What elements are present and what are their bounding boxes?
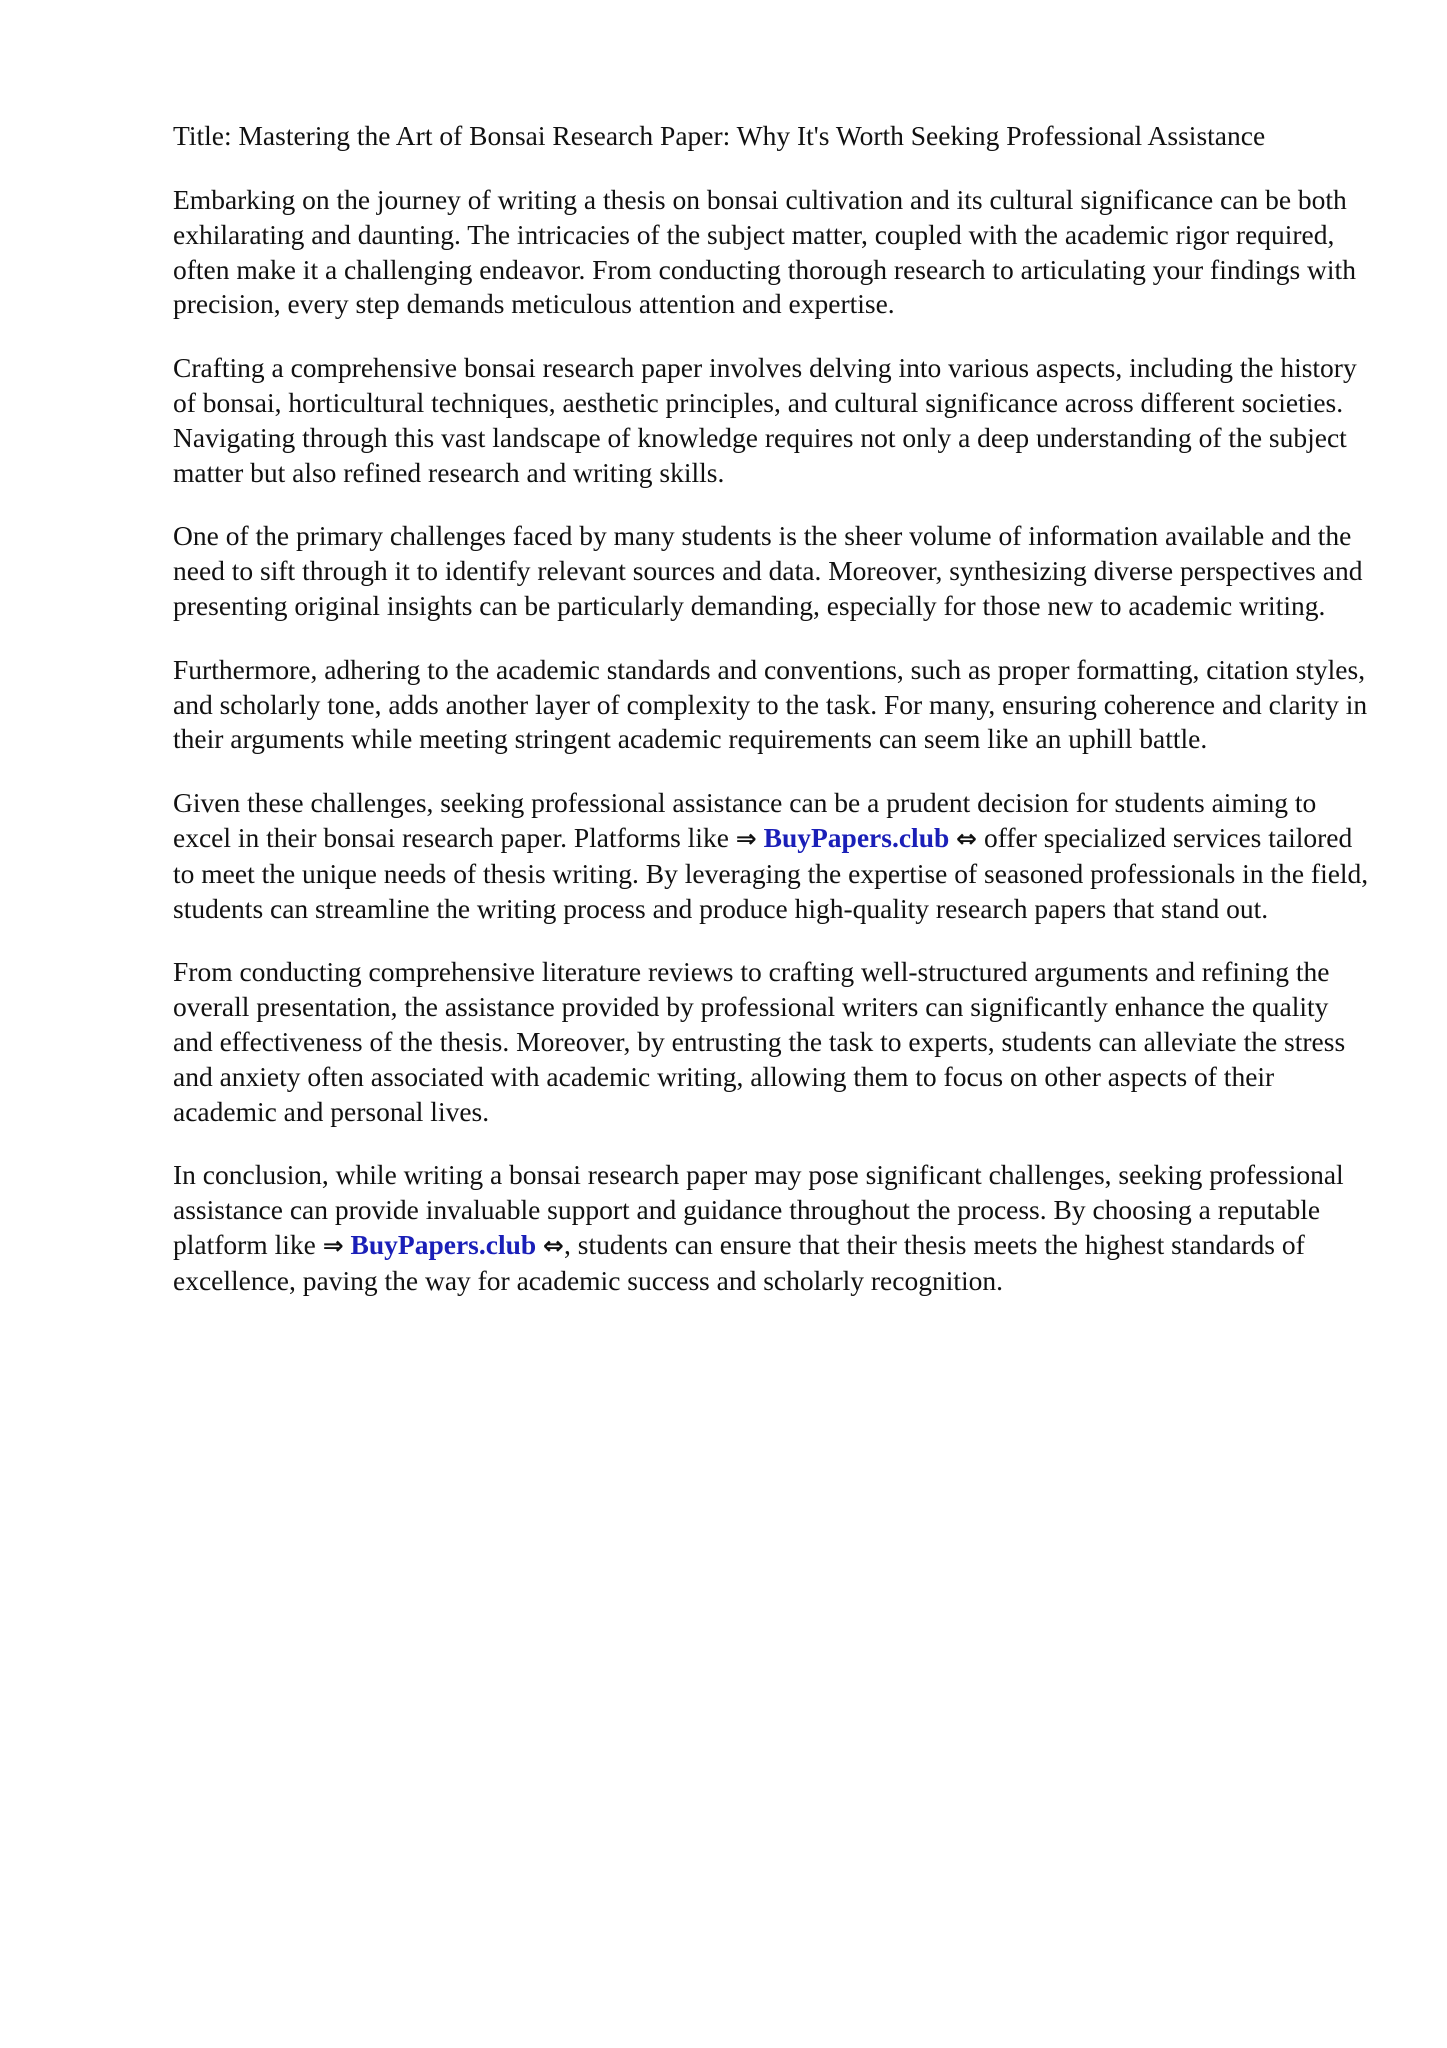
- double-arrow-icon: ⇔: [543, 1230, 564, 1260]
- buypapers-link[interactable]: BuyPapers.club: [763, 821, 950, 853]
- document-title: Title: Mastering the Art of Bonsai Research Paper: Why It's Worth Seeking Professional Assistance: [173, 120, 1266, 151]
- paragraph-conclusion-text-before: In conclusion, while writing a bonsai research paper may pose significant challenges, seeking professional assistance can provide invaluable support and guidance throughout the process. By choosing a reputable platform like: [173, 1159, 1344, 1260]
- paragraph-standards: Furthermore, adhering to the academic standards and conventions, such as proper formatting, citation styles, and scholarly tone, adds another layer of complexity to the task. For many, ensuring coherence and clarity in their arguments while meeting stringent academic requirements can seem like an uphill battle.: [173, 653, 1368, 755]
- paragraph-assistance-text-after: offer specialized services tailored to meet the unique needs of thesis writing. By leveraging the expertise of seasoned professionals in the field, students can streamline the writing process and produce high-quality research papers that stand out.: [173, 821, 1369, 924]
- paragraph-challenges: One of the primary challenges faced by many students is the sheer volume of information available and the need to sift through it to identify relevant sources and data. Moreover, synthesizing diverse perspectives and presenting original insights can be particularly demanding, especially for those new to academic writing.: [173, 520, 1363, 621]
- paragraph-conclusion-text-after: , students can ensure that their thesis meets the highest standards of excellence, paving the way for academic success and scholarly recognition.: [173, 1228, 1305, 1296]
- double-arrow-icon: ⇔: [956, 823, 978, 853]
- right-arrow-icon: ⇒: [735, 823, 757, 853]
- paragraph-crafting: Crafting a comprehensive bonsai research paper involves delving into various aspects, including the history of bonsai, horticultural techniques, aesthetic principles, and cultural significance across different societies. Navigating through this vast landscape of knowledge requires not only a deep understanding of the subject matter but also refined research and writing skills.: [173, 352, 1357, 488]
- paragraph-conclusion: [173, 1158, 1373, 1298]
- buypapers-link-conclusion[interactable]: BuyPapers.club: [350, 1228, 537, 1260]
- document-page: [173, 118, 1373, 1328]
- paragraph-assistance-text-before: Given these challenges, seeking professional assistance can be a prudent decision for students aiming to excel in their bonsai research paper. Platforms like: [173, 787, 1317, 853]
- paragraph-assistance: [173, 786, 1373, 926]
- paragraph-intro: Embarking on the journey of writing a thesis on bonsai cultivation and its cultural significance can be both exhilarating and daunting. The intricacies of the subject matter, coupled with the academic rigor required, often make it a challenging endeavor. From conducting thorough research to articulating your findings with precision, every step demands meticulous attention and expertise.: [173, 184, 1356, 320]
- right-arrow-icon: ⇒: [322, 1230, 344, 1260]
- paragraph-benefits: From conducting comprehensive literature reviews to crafting well-structured arguments and refining the overall presentation, the assistance provided by professional writers can significantly enhance the quality and effectiveness of the thesis. Moreover, by entrusting the task to experts, students can alleviate the stress and anxiety often associated with academic writing, allowing them to focus on other aspects of their academic and personal lives.: [173, 956, 1346, 1127]
